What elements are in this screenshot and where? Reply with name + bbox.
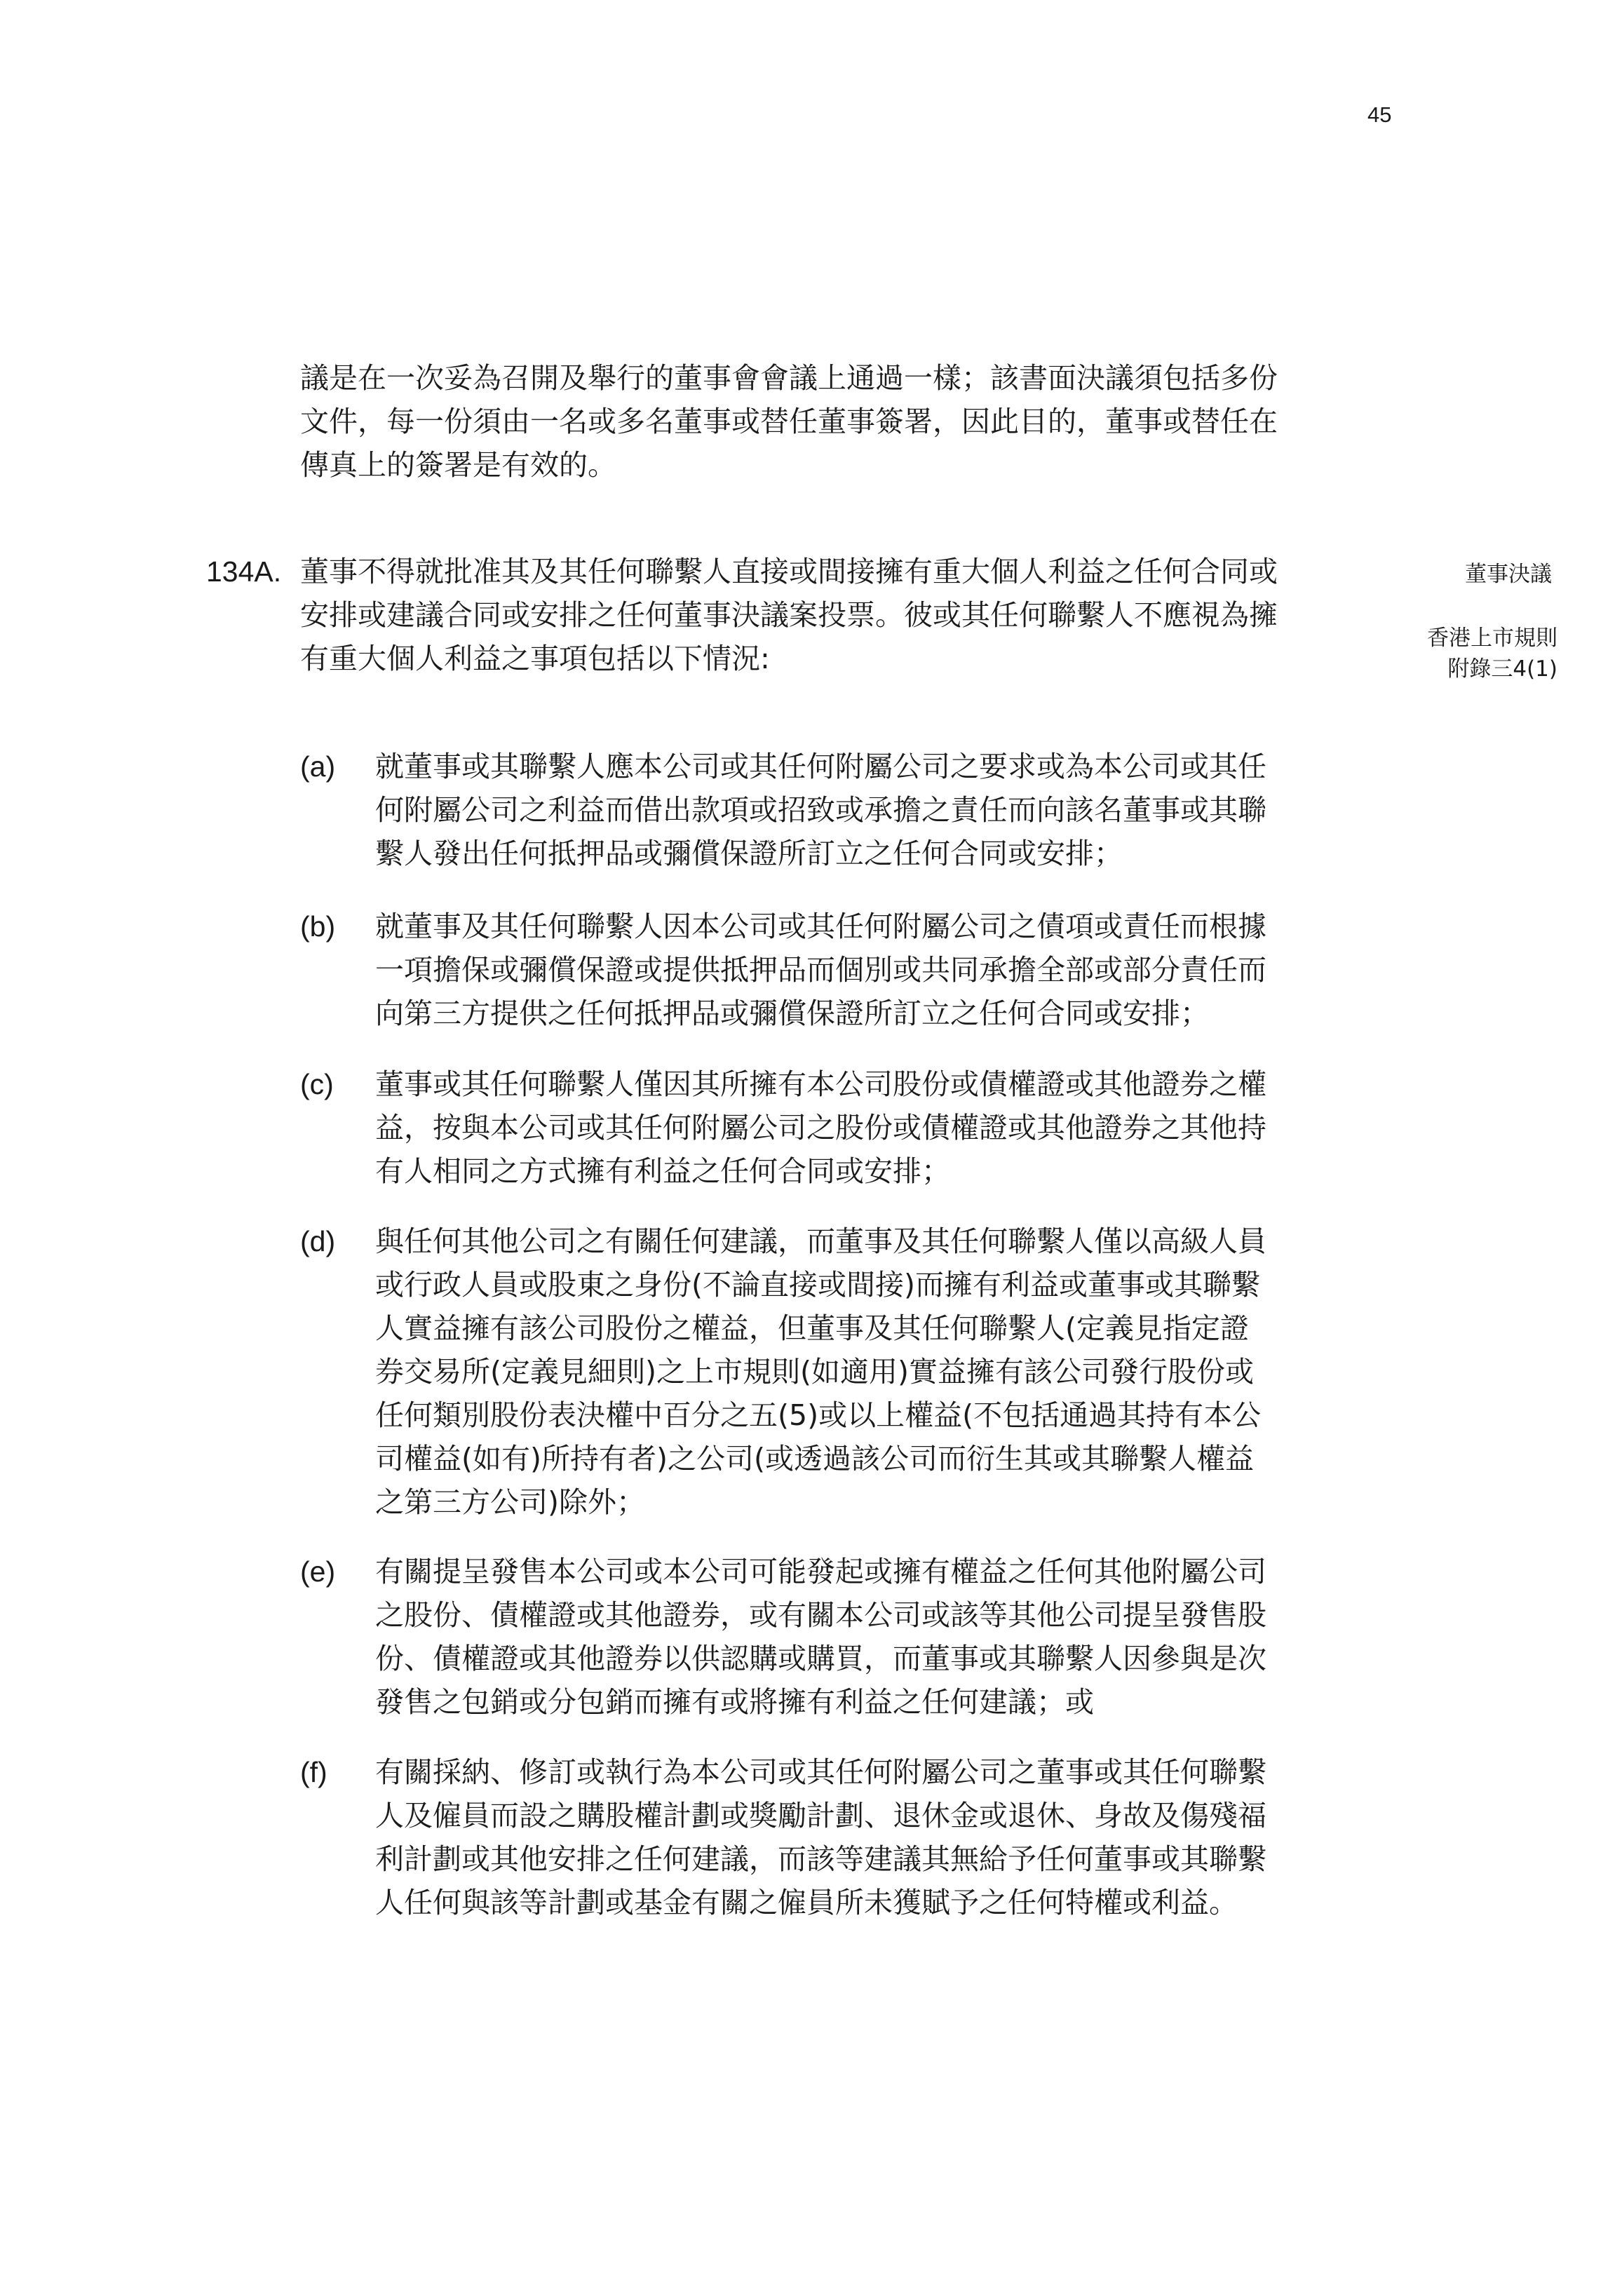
margin-title: 董事決議 bbox=[1465, 562, 1552, 587]
item-line: 或行政人員或股東之身份(不論直接或間接)而擁有利益或董事或其聯繫 bbox=[375, 1268, 1260, 1302]
margin-ref-line: 附錄三4(1) bbox=[1447, 656, 1557, 682]
item-line: 人實益擁有該公司股份之權益，但董事及其任何聯繫人(定義見指定證 bbox=[375, 1311, 1249, 1345]
item-line: 人任何與該等計劃或基金有關之僱員所未獲賦予之任何特權或利益。 bbox=[375, 1886, 1238, 1919]
item-line: 之股份、債權證或其他證券，或有關本公司或該等其他公司提呈發售股 bbox=[375, 1598, 1266, 1632]
item-line: 有關提呈發售本公司或本公司可能發起或擁有權益之任何其他附屬公司 bbox=[375, 1555, 1266, 1588]
item-line: 券交易所(定義見細則)之上市規則(如適用)實益擁有該公司發行股份或 bbox=[375, 1355, 1254, 1389]
paragraph-line: 傳真上的簽署是有效的。 bbox=[300, 448, 616, 482]
item-label: (f) bbox=[300, 1756, 327, 1788]
item-label: (e) bbox=[300, 1555, 336, 1588]
item-label: (d) bbox=[300, 1225, 336, 1257]
margin-ref-line: 香港上市規則 bbox=[1427, 626, 1557, 651]
paragraph-line: 文件，每一份須由一名或多名董事或替任董事簽署，因此目的，董事或替任在 bbox=[300, 405, 1278, 438]
item-line: 董事或其任何聯繫人僅因其所擁有本公司股份或債權證或其他證券之權 bbox=[375, 1067, 1266, 1101]
item-line: 向第三方提供之任何抵押品或彌償保證所訂立之任何合同或安排； bbox=[375, 997, 1209, 1030]
item-line: 任何類別股份表決權中百分之五(5)或以上權益(不包括通過其持有本公 bbox=[375, 1398, 1262, 1432]
item-line: 何附屬公司之利益而借出款項或招致或承擔之責任而向該名董事或其聯 bbox=[375, 793, 1266, 827]
item-line: 有關採納、修訂或執行為本公司或其任何附屬公司之董事或其任何聯繫 bbox=[375, 1755, 1266, 1789]
article-line: 董事不得就批准其及其任何聯繫人直接或間接擁有重大個人利益之任何合同或 bbox=[300, 555, 1278, 588]
item-label: (a) bbox=[300, 750, 336, 783]
item-line: 一項擔保或彌償保證或提供抵押品而個別或共同承擔全部或部分責任而 bbox=[375, 953, 1266, 987]
item-line: 就董事或其聯繫人應本公司或其任何附屬公司之要求或為本公司或其任 bbox=[375, 750, 1266, 783]
item-line: 有人相同之方式擁有利益之任何合同或安排； bbox=[375, 1154, 950, 1188]
article-line: 有重大個人利益之事項包括以下情況: bbox=[300, 642, 770, 675]
item-line: 與任何其他公司之有關任何建議，而董事及其任何聯繫人僅以高級人員 bbox=[375, 1224, 1266, 1258]
item-line: 就董事及其任何聯繫人因本公司或其任何附屬公司之債項或責任而根據 bbox=[375, 910, 1266, 943]
item-label: (c) bbox=[300, 1068, 334, 1100]
article-number: 134A. bbox=[206, 555, 282, 588]
item-line: 之第三方公司)除外； bbox=[375, 1485, 645, 1519]
item-line: 發售之包銷或分包銷而擁有或將擁有利益之任何建議；或 bbox=[375, 1685, 1094, 1719]
item-line: 司權益(如有)所持有者)之公司(或透過該公司而衍生其或其聯繫人權益 bbox=[375, 1442, 1254, 1475]
article-line: 安排或建議合同或安排之任何董事決議案投票。彼或其任何聯繫人不應視為擁 bbox=[300, 598, 1278, 632]
item-line: 份、債權證或其他證券以供認購或購買，而董事或其聯繫人因參與是次 bbox=[375, 1642, 1266, 1675]
page-number: 45 bbox=[1367, 102, 1392, 127]
item-line: 利計劃或其他安排之任何建議，而該等建議其無給予任何董事或其聯繫 bbox=[375, 1842, 1266, 1876]
paragraph-line: 議是在一次妥為召開及舉行的董事會會議上通過一樣；該書面決議須包括多份 bbox=[300, 361, 1278, 395]
item-label: (b) bbox=[300, 910, 336, 943]
item-line: 益，按與本公司或其任何附屬公司之股份或債權證或其他證券之其他持 bbox=[375, 1111, 1266, 1144]
item-line: 人及僱員而設之購股權計劃或獎勵計劃、退休金或退休、身故及傷殘福 bbox=[375, 1799, 1266, 1832]
item-line: 繫人發出任何抵押品或彌償保證所訂立之任何合同或安排； bbox=[375, 837, 1123, 870]
